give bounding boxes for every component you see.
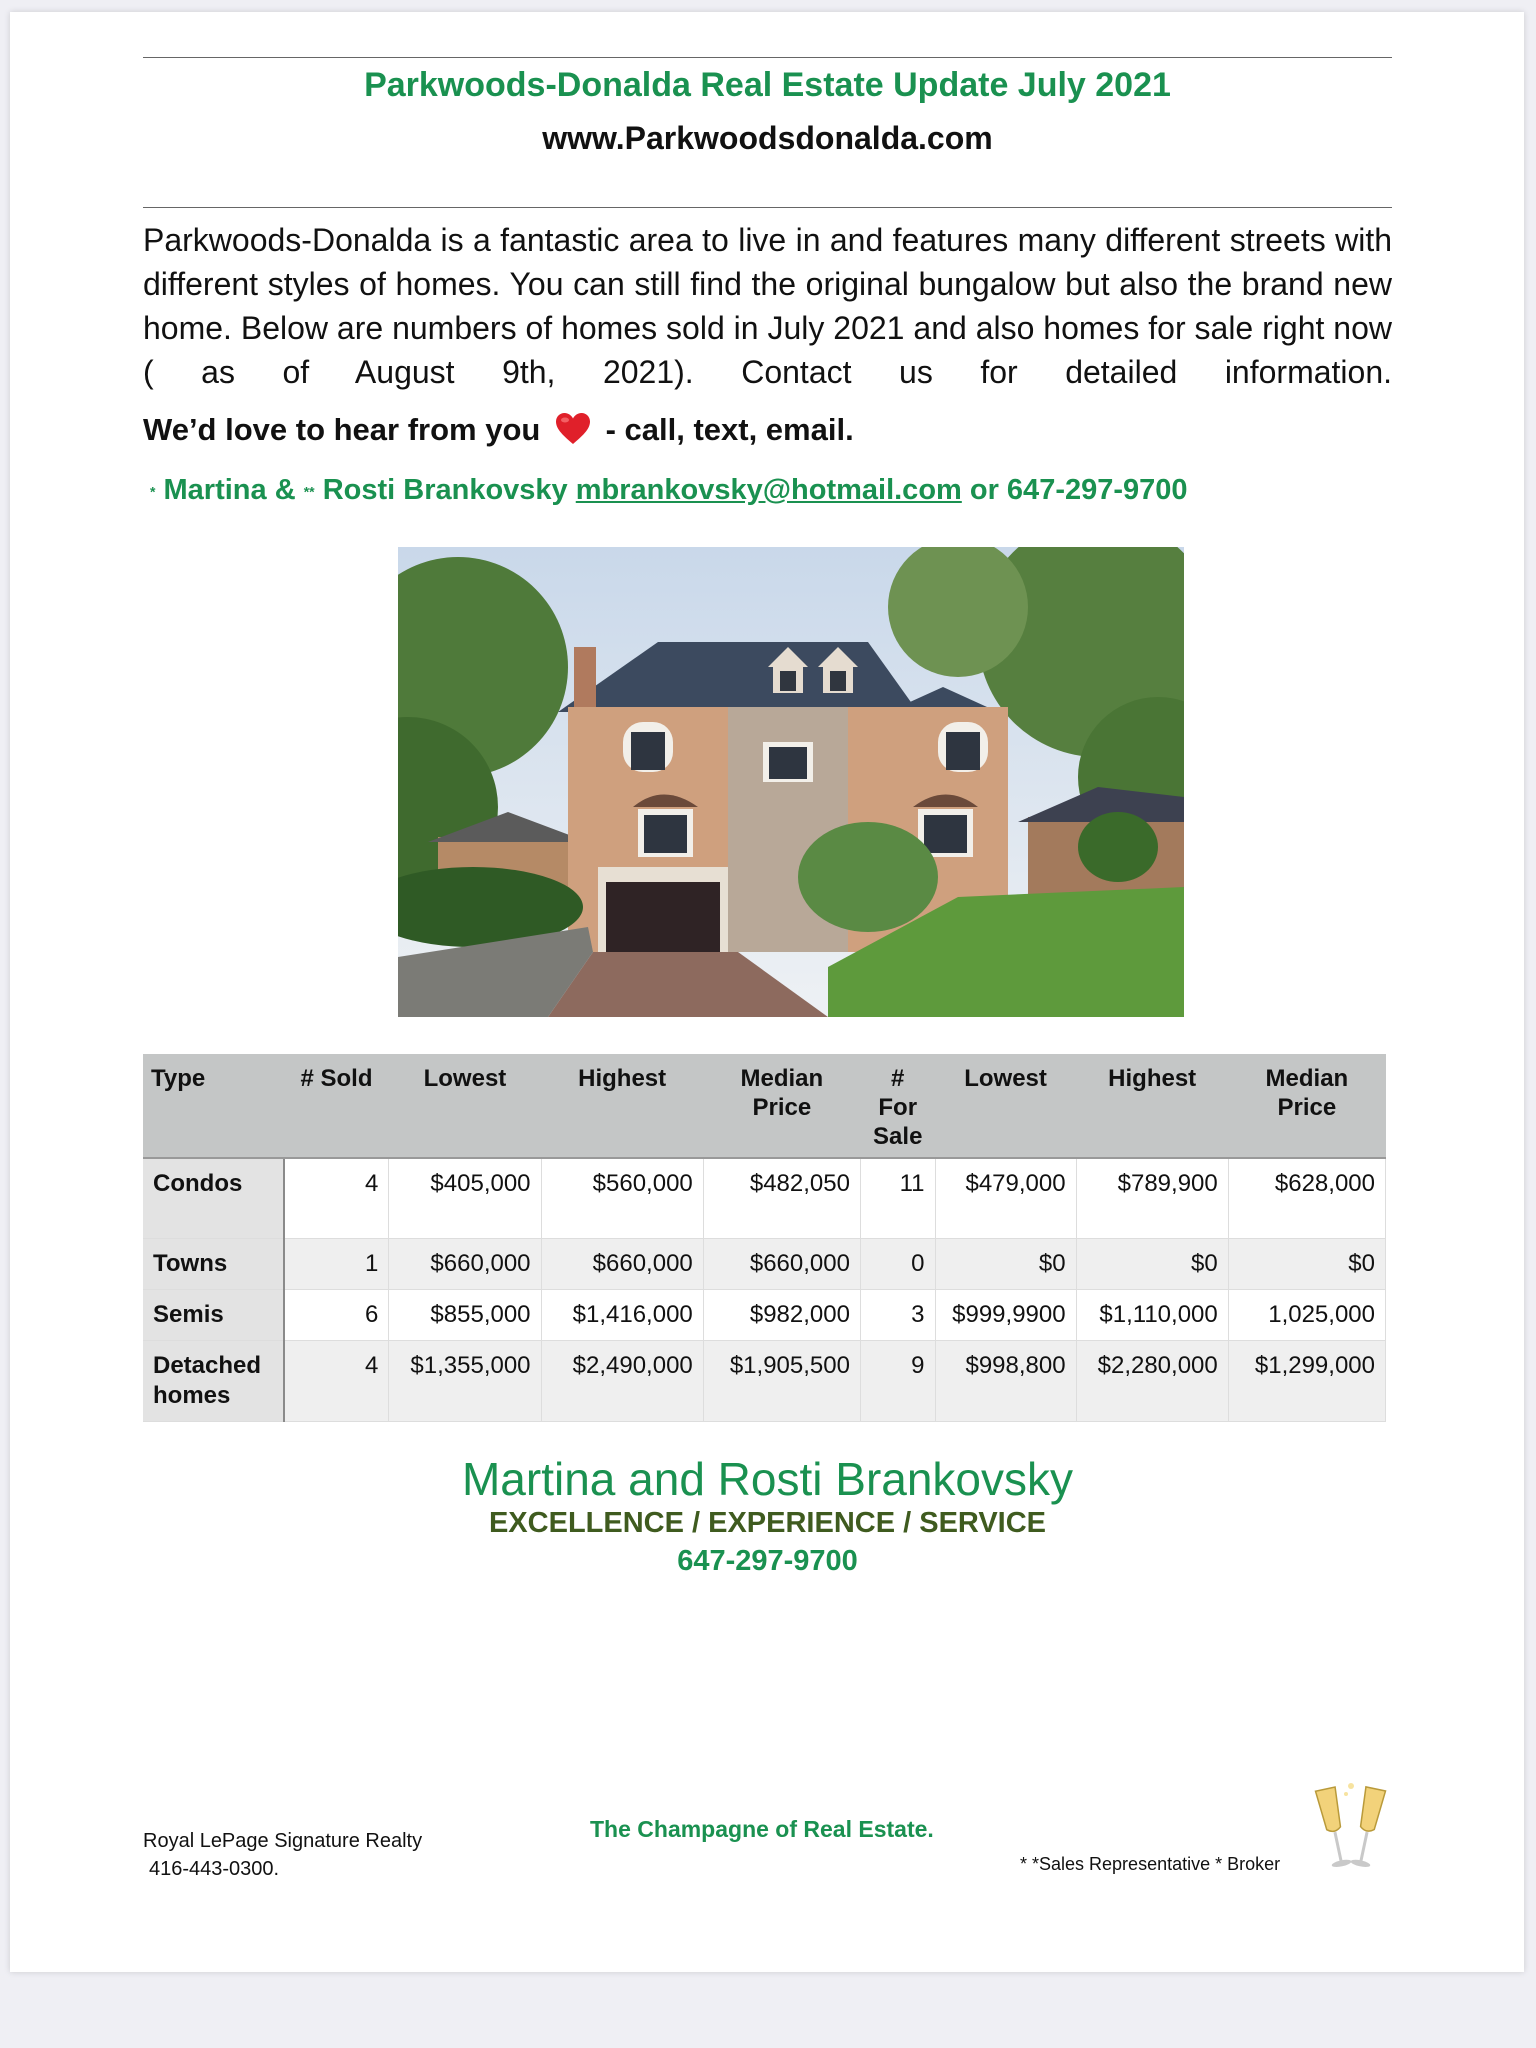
cell-sold-median: $482,050 bbox=[703, 1158, 860, 1238]
cell-sale-lowest: $999,9900 bbox=[935, 1289, 1076, 1340]
cell-sale-lowest: $479,000 bbox=[935, 1158, 1076, 1238]
love-line bbox=[143, 412, 854, 448]
header-sale-lowest: Lowest bbox=[935, 1054, 1076, 1158]
header-sold-highest: Highest bbox=[541, 1054, 703, 1158]
sales-table bbox=[143, 1054, 1386, 1422]
header-sale-median: Median Price bbox=[1228, 1054, 1385, 1158]
table-row bbox=[143, 1158, 1386, 1238]
cell-sale-highest: $0 bbox=[1076, 1238, 1228, 1289]
cell-for-sale: 3 bbox=[860, 1289, 935, 1340]
cell-sale-median: $0 bbox=[1228, 1238, 1385, 1289]
cell-sold: 4 bbox=[284, 1340, 389, 1421]
brokerage-block bbox=[143, 1827, 422, 1883]
cell-sold-lowest: $405,000 bbox=[389, 1158, 541, 1238]
table-header-row bbox=[143, 1054, 1386, 1158]
intro-rule bbox=[143, 207, 1392, 208]
cell-sold: 1 bbox=[284, 1238, 389, 1289]
cell-sold-lowest: $1,355,000 bbox=[389, 1340, 541, 1421]
footer-phone: 647-297-9700 bbox=[677, 1545, 858, 1577]
page-title: Parkwoods-Donalda Real Estate Update July 2021 bbox=[364, 66, 1171, 104]
top-rule bbox=[143, 57, 1392, 58]
cell-sold: 6 bbox=[284, 1289, 389, 1340]
roles-legend: * *Sales Representative * Broker bbox=[1020, 1854, 1281, 1874]
table-row bbox=[143, 1238, 1386, 1289]
agent-name-2: Rosti Brankovsky bbox=[322, 474, 568, 506]
cell-sale-median: 1,025,000 bbox=[1228, 1289, 1385, 1340]
table-row bbox=[143, 1340, 1386, 1421]
love-text-start: We’d love to hear from you bbox=[143, 412, 541, 447]
contact-phone: or 647-297-9700 bbox=[969, 474, 1188, 506]
cell-sold-lowest: $855,000 bbox=[389, 1289, 541, 1340]
header-sold: # Sold bbox=[284, 1054, 389, 1158]
cell-for-sale: 11 bbox=[860, 1158, 935, 1238]
house-photo bbox=[398, 547, 1184, 1017]
tagline: EXCELLENCE / EXPERIENCE / SERVICE bbox=[488, 1507, 1047, 1539]
cell-sale-median: $1,299,000 bbox=[1228, 1340, 1385, 1421]
cell-sale-highest: $1,110,000 bbox=[1076, 1289, 1228, 1340]
cell-sold: 4 bbox=[284, 1158, 389, 1238]
cell-sold-median: $982,000 bbox=[703, 1289, 860, 1340]
intro-paragraph: Parkwoods-Donalda is a fantastic area to live in and features many different streets with different styles of homes. You can still find the original bungalow but also the brand new home. Below are numbers of homes sold in July 2021 and also homes for sale right now ( as of August 9th, 2021). Contact us for detailed information. bbox=[143, 222, 1392, 390]
cell-sale-median: $628,000 bbox=[1228, 1158, 1385, 1238]
row-type: Condos bbox=[143, 1158, 284, 1238]
website-link[interactable]: www.Parkwoodsdonalda.com bbox=[542, 120, 993, 156]
cell-sold-highest: $2,490,000 bbox=[541, 1340, 703, 1421]
header-type: Type bbox=[143, 1054, 284, 1158]
cell-sold-highest: $560,000 bbox=[541, 1158, 703, 1238]
agent-name-1: Martina & bbox=[163, 474, 296, 506]
cell-for-sale: 0 bbox=[860, 1238, 935, 1289]
contact-line bbox=[150, 474, 1188, 507]
cell-for-sale: 9 bbox=[860, 1340, 935, 1421]
header-sale-highest: Highest bbox=[1076, 1054, 1228, 1158]
brokerage-phone: 416-443-0300. bbox=[149, 1858, 280, 1880]
love-text-end: - call, text, email. bbox=[605, 412, 854, 447]
cell-sold-median: $1,905,500 bbox=[703, 1340, 860, 1421]
header-sold-median: Median Price bbox=[703, 1054, 860, 1158]
cell-sold-median: $660,000 bbox=[703, 1238, 860, 1289]
cell-sold-highest: $1,416,000 bbox=[541, 1289, 703, 1340]
row-type: Semis bbox=[143, 1289, 284, 1340]
cell-sale-highest: $789,900 bbox=[1076, 1158, 1228, 1238]
email-link[interactable]: mbrankovsky@hotmail.com bbox=[575, 474, 962, 506]
header-sold-lowest: Lowest bbox=[389, 1054, 541, 1158]
row-type: Towns bbox=[143, 1238, 284, 1289]
header-for-sale: # For Sale bbox=[860, 1054, 935, 1158]
newsletter-page bbox=[10, 12, 1524, 1972]
table-row bbox=[143, 1289, 1386, 1340]
cell-sale-lowest: $0 bbox=[935, 1238, 1076, 1289]
slogan: The Champagne of Real Estate. bbox=[590, 1816, 934, 1842]
broker-star: ** bbox=[303, 483, 315, 500]
cell-sold-highest: $660,000 bbox=[541, 1238, 703, 1289]
heart-icon bbox=[555, 412, 591, 446]
brokerage-name: Royal LePage Signature Realty bbox=[143, 1830, 423, 1852]
cell-sale-highest: $2,280,000 bbox=[1076, 1340, 1228, 1421]
row-type: Detached homes bbox=[143, 1340, 284, 1421]
cell-sale-lowest: $998,800 bbox=[935, 1340, 1076, 1421]
sales-rep-star: * bbox=[150, 483, 156, 500]
cell-sold-lowest: $660,000 bbox=[389, 1238, 541, 1289]
agent-names: Martina and Rosti Brankovsky bbox=[461, 1453, 1074, 1505]
champagne-glasses-icon bbox=[1310, 1780, 1392, 1878]
